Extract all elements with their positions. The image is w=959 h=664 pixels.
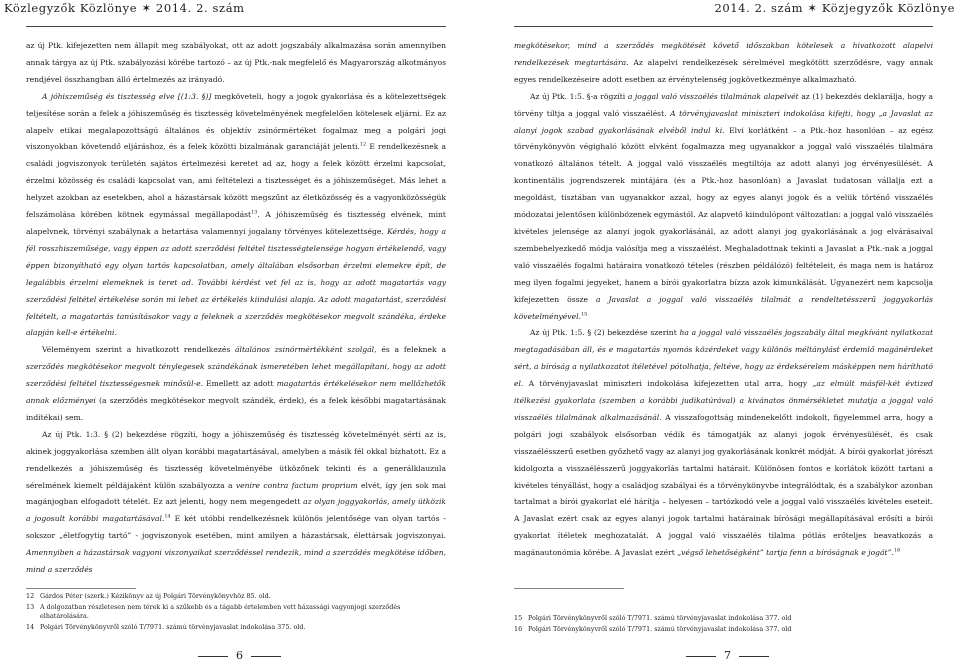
footnote: 13 A dolgozatban részletesen nem térek ki a szűkebb és a tágabb értelemben vett házassági vagyonjogi szerződés elhatárolására. [26,603,401,620]
header-rule-right [514,26,933,27]
paragraph: megkötésekor, mind a szerződés megkötését követő időszakban kötelesek a hivatkozott alapelvi rendelkezések megtartására. Az alapelvi rendelkezések sérelmével megkötött szerződésre, vagy annak egyes rendelkezéseire adott esetben az érvénytelenség jogkövetkezménye alkalmazható. [514,41,933,84]
page-number-dash [198,656,228,657]
footnote-ref[interactable]: 12 [359,141,367,148]
running-header-right: 2014. 2. szám ✶ Közjegyzők Közlönye [714,1,955,15]
paragraph: Az új Ptk. 1:3. § (2) bekezdése rögzíti, hogy a jóhiszeműség és tisztesség követelményét sérti az is, akinek joggyakorlása szemben állt olyan korábbi magatartásával, amelyben a másik fél okkal bízhatott. Ez a rendelkezés a jóhiszeműség és tisztesség követelményébe ütközőnek tekinti és a generálklauzula sérelmének kiemelt példájaként külön szabályozza a venire contra factum proprium elvét, így jen sok mai magánjogban elfogadott tételét. Ez azt jelenti, hogy nem megengedett az olyan joggyakorlás, amely ütközik a jogosult korábbi magatartásával.$^{14}$ E két utóbbi rendelkezésnek különös jelentősége van olyan tartós - sokszor „életfogytig tartó” - jogviszonyok esetében, mint amilyen a házastársak, élettársak jogviszonyai. Amennyiben a házastársak vagyoni viszonyaikat szerződéssel rendezik, mind a szerződés megkötése időben, mind a szerződés [26,429,446,575]
footnotes-left [26,592,446,634]
page-number-dash [739,656,769,657]
footnote-ref[interactable]: 15 [580,310,588,317]
footnote-rule-left [26,588,136,589]
footnote: 16 Polgári Törvénykönyvről szóló T/7971. számú törvényjavaslat indokolása 377. old [514,625,792,633]
paragraph: Az új Ptk. 1:5. §-a rögzíti a joggal való visszaélés tilalmának alapelvét az (1) bekezdés deklarálja, hogy a törvény tiltja a joggal való visszaélést. A törvényjavaslat miniszteri indokolása kifejti, hogy „a Javaslat az alanyi jogok szabad gyakorlásának elvéből indul ki. Elvi korlátként – a Ptk.-hoz hasonlóan – az egész törvénykönyvön végighaló között elvként fogalmazza meg ugyanakkor a joggal való visszaélés tilalmára vonatkozó általános tételt. A joggal való visszaélés megtiltója az adott alanyi jog érvényesülését. A kontinentális jogrendszerek mintájára (és a Ptk.-hoz hasonlóan) a Javaslat tudatosan vállalja ezt a megoldást, tisztában van ugyanakkor azzal, hogy az egyes alanyi jogok és a velük történő visszaélés módozatai jelentősen különbözenek egymástól. Az alapvető kiindulópont változatlan: a joggal való visszaélés kivételes jelensége az alanyi jogok gyakorlásánál, az adott alanyi jog gyakorlásának a jog elvárásaival szembehelyezkedő módja valósítja meg a visszaélést. Meghaladottnak tekinti a Javaslat a Ptk.-nak a joggal való visszaélés fogalmi határaira vonatkozó tételes (részben példálózó) feltételeit, és maga nem is határoz meg ilyen fogalmi jegyeket, hanem a bírói gyakorlatra bízza azok kimunkálását. Ugyanezért nem kapcsolja kifejezetten össze a Javaslat a joggal való visszaélés tilalmát a rendeltetésszerű joggyakorlás követelményével.$^{15}$ [514,91,933,321]
page-number-left: 6 [190,650,289,662]
footnotes-right [514,614,933,636]
paragraph: Az új Ptk. 1:5. § (2) bekezdése szerint ha a joggal való visszaélés jogszabály által megkívánt nyilatkozat megtagadásában áll, és e magatartás nyomós közérdeket vagy különös méltánylást érdemlő magánérdeket sért, a bíróság a nyilatkozatot ítéletével pótolhatja, feltéve, hogy az érdeksérelem másképpen nem hárítható el. A törvényjavaslat miniszteri indokolása kifejezetten utal arra, hogy „az elmúlt másfél-két évtized itélkezési gyakorlata (szemben a korábbi judikatúrával) a kivánatos önmérsékletet mutatja a joggal való visszaélés tilalmának alkalmazásánál. A visszafogottság mindenekelőtt indokolt, figyelemmel arra, hogy a polgári jogi szabályok elsősorban védik és támogatják az alanyi jogok érvényesülését, és csak visszaélésszerű esetben győzhető vagy az alanyi jog gyakorlásának konkrét módját. A bírói gyakorlat jórészt kidolgozta a visszaélésszerű joggyakorlás tartalmi határait. Különösen fontos e korlátok között tartani a kivételes tényállást, hogy a családjog szabályai és a törvénykönyvbe integrálódtak, és a szabálykor azonban tartalmat a bírói gyakorlat elé hárítja – helyesen – tartózkodó vele a joggal való visszaélés kivételes eseteit. A Javaslat ezért csak az egyes alanyi jogok tartalmi határainak bírósági megállapításával erősíti a bírói gyakorlat ítéletek meghozatalát. A joggal való visszaélés tilalma pótlás erőteljes beavatkozás a magánautonómia körébe. A Javaslat ezért „végső lehetőségként” tartja fenn a bíróságnak e jogát”.$^{16}$ [514,328,933,558]
footnote-ref[interactable]: 16 [893,547,901,554]
paragraph: az új Ptk. kifejezetten nem állapít meg szabályokat, ott az adott jogszabály alkalmazása során amennyiben annak tárgya az új Ptk. szabályozási körébe tartozó – az új Ptk.-nak megfelelő és Magyarország alkotmányos rendjével összhangban álló értelmezés az irányadó. [26,41,446,84]
page-number-dash [686,656,716,657]
paragraph: A jóhiszeműség és tisztesség elve [(1:3. §)] megköveteli, hogy a jogok gyakorlása és a kötelezettségek teljesítése során a felek a jóhiszeműség és tisztesség követelményének megfelelően kötelesek eljárni. Ez az alapelv etikai megalapozottságú általános és objektív zsinórmértéket fogalmaz meg a polgári jogi viszonyokban követendő eljáráshoz, és a felek közötti bizalmának garanciáját jelenti.$^{12}$ E rendelkezésnek a családi jogviszonyok területén sajátos értelmezési keretet ad az, hogy a felek között érzelmi kapcsolat, érzelmi közösség és családi kapcsolat van, ami feltételezi a tisztességet és a jóhiszeműséget. Más lehet a helyzet azokban az esetekben, ahol a házastársak között megszűnt az életközösség és a vagyonközösségük felszámolása körében kötnek egymással megállapodást$^{13}$. A jóhiszeműség és tisztesség elvének, mint alapelvnek, törvényi szabálynak a betartása valamennyi jogalany törvényes kötelezettsége. Kérdés, hogy a fél rosszhiszeműsége, vagy éppen az adott szerződési feltétel tisztességtelensége hogyan értékelendő, vagy éppen bizonyítható egy olyan tartós kapcsolatban, amely általában elsősorban érzelmi elemekre épít, de legalábbis érzelmi elemeknek is teret ad. További kérdést vet fel az is, hogy az adott magatartás vagy szerződési feltétel értékelése során mi lehet az értékelés kiindulási alapja. Az adott magatartást, szerződési feltételt, a magatartás tanúsításakor vagy a feleknek a szerződés megkötésekor megvolt szándéka, érdeke alapján kell-e értékelni. [26,91,446,338]
footnote: 14 Polgári Törvénykönyvről szóló T/7971. számú törvényjavaslat indokolása 375. old. [26,623,306,631]
footnote: 15 Polgári Törvénykönyvről szóló T/7971. számú törvényjavaslat indokolása 377. old [514,614,792,622]
page-number-right: 7 [678,650,777,662]
left-text-column [26,38,446,578]
right-text-column [514,38,933,578]
footnote-rule-right [514,588,624,589]
page-number-dash [251,656,281,657]
header-rule-left [26,26,446,27]
footnote-ref[interactable]: 13 [251,209,258,216]
running-header-left: Közlegyzők Közlönye ✶ 2014. 2. szám [4,1,245,15]
footnote-ref[interactable]: 14 [164,513,171,520]
footnote: 12 Gárdos Péter (szerk.) Kézikönyv az új Polgári Törvénykönyvhöz 85. old. [26,592,271,600]
paragraph: Véleményem szerint a hivatkozott rendelkezés általános zsinórmértékként szolgál, és a feleknek a szerződés megkötésekor megvolt ténylegesek szándékának ismeretében lehet megállapítani, hogy az adott szerződési feltétel tisztességesnek minősül-e. Emellett az adott magatartás értékelésekor nem mellőzhetők annak előzményei (a szerződés megkötésekor megvolt szándék, érdek), és a felek későbbi magatartásának indítékai) sem. [26,345,446,422]
